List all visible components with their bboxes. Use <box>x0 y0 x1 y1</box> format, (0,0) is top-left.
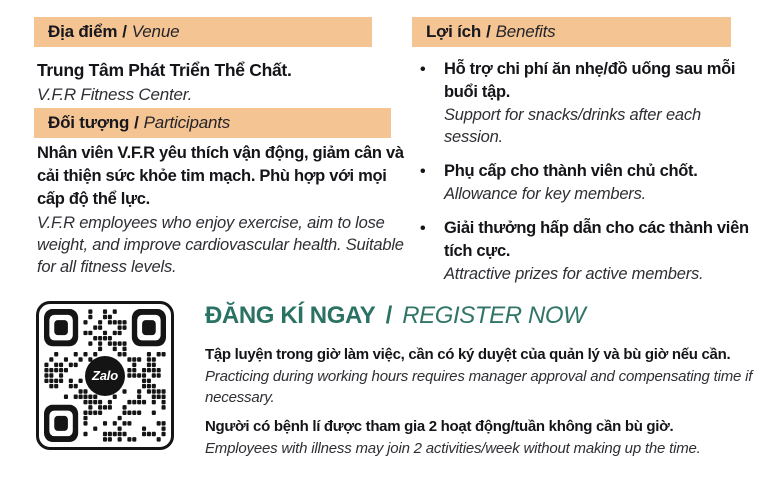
register-rule <box>205 344 767 408</box>
benefit-en: Support for snacks/drinks after each session. <box>444 106 701 146</box>
benefits-section-header <box>412 17 731 47</box>
participants-desc-vi: Nhân viên V.F.R yêu thích vận động, giảm cân và cải thiện sức khỏe tim mạch. Phù hợp với mọi cấp độ thể lực. <box>37 144 404 208</box>
participants-label-en: Participants <box>143 113 231 132</box>
benefits-label-separator: / <box>486 22 491 41</box>
benefits-label-en: Benefits <box>495 22 556 41</box>
register-rule-vi: Tập luyện trong giờ làm việc, cần có ký duyệt của quản lý và bù giờ nếu cần. <box>205 346 731 363</box>
benefit-item <box>420 160 752 205</box>
participants-label-separator: / <box>134 113 139 132</box>
zalo-logo-text: Zalo <box>92 368 118 383</box>
register-rule-en: Employees with illness may join 2 activities/week without making up the time. <box>205 440 701 457</box>
benefit-en: Attractive prizes for active members. <box>444 265 704 283</box>
register-heading-separator: / <box>385 302 392 329</box>
register-heading <box>205 302 585 330</box>
venue-name-en: V.F.R Fitness Center. <box>37 85 193 104</box>
register-rule-vi: Người có bệnh lí được tham gia 2 hoạt động/tuần không cần bù giờ. <box>205 418 674 435</box>
benefit-vi: Phụ cấp cho thành viên chủ chốt. <box>444 162 698 180</box>
participants-desc-en: V.F.R employees who enjoy exercise, aim to lose weight, and improve cardiovascular health. Suitable for all fitness levels. <box>37 214 404 276</box>
register-rule-en: Practicing during working hours requires manager approval and compensating time if necessary. <box>205 368 753 406</box>
register-heading-en: REGISTER NOW <box>402 302 586 329</box>
zalo-logo-badge <box>85 356 125 396</box>
venue-label-en: Venue <box>131 22 180 41</box>
benefit-en: Allowance for key members. <box>444 185 647 203</box>
zalo-qr-code <box>36 301 174 450</box>
register-rule <box>205 416 767 459</box>
benefit-item <box>420 217 752 285</box>
benefits-label-vi: Lợi ích <box>426 22 482 41</box>
benefit-vi: Hỗ trợ chi phí ăn nhẹ/đồ uống sau mỗi buổi tập. <box>444 60 736 101</box>
benefit-text <box>444 58 752 148</box>
benefit-text <box>444 217 752 285</box>
benefit-vi: Giải thưởng hấp dẫn cho các thành viên tích cực. <box>444 219 749 260</box>
register-heading-vi: ĐĂNG KÍ NGAY <box>205 302 376 329</box>
bullet-icon: • <box>420 163 426 180</box>
venue-section-header <box>34 17 372 47</box>
venue-label-vi: Địa điểm <box>48 22 118 41</box>
participants-label-vi: Đối tượng <box>48 113 130 132</box>
benefit-text <box>444 160 752 205</box>
participants-section-header <box>34 108 391 138</box>
bullet-icon: • <box>420 220 426 237</box>
venue-name-vi: Trung Tâm Phát Triển Thể Chất. <box>37 60 292 80</box>
bullet-icon: • <box>420 61 426 78</box>
benefits-list <box>420 58 752 297</box>
venue-label-separator: / <box>122 22 127 41</box>
benefit-item <box>420 58 752 148</box>
